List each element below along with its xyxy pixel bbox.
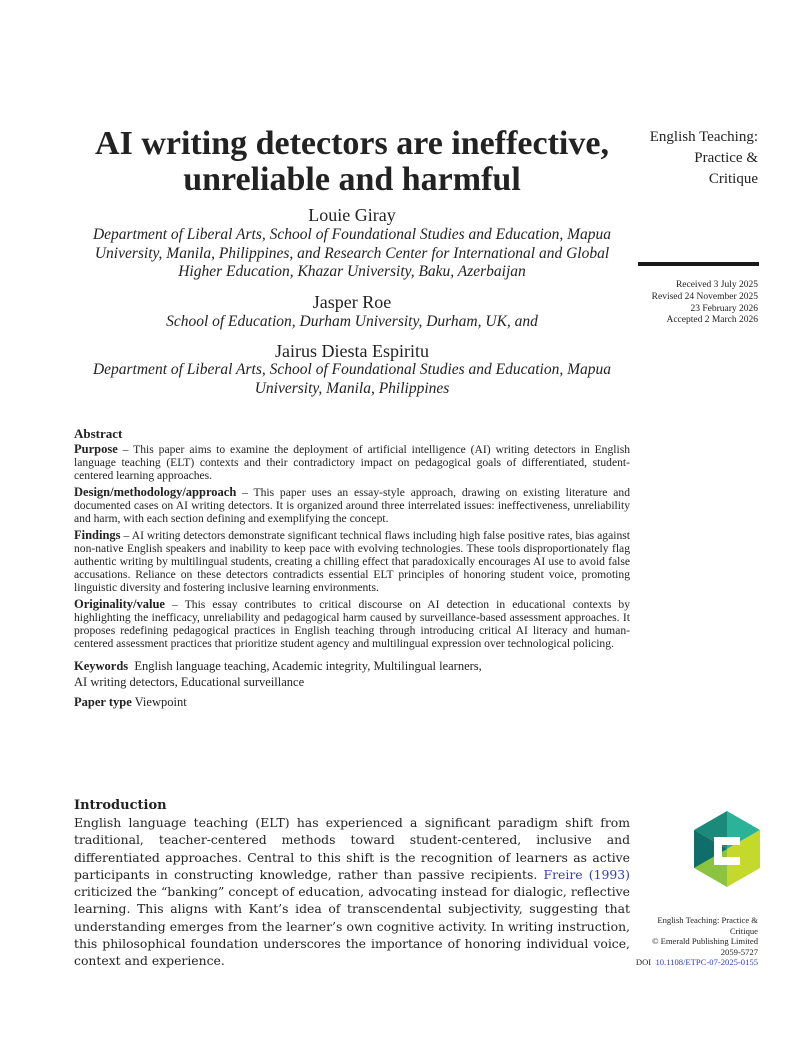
author-name: Jasper Roe <box>312 292 392 312</box>
journal-name-line: Practice & <box>694 150 758 166</box>
journal-name-line: Critique <box>708 171 758 187</box>
citation-link[interactable]: Freire (1993) <box>543 866 630 882</box>
abstract <box>74 427 630 709</box>
footer-journal: English Teaching: Practice & <box>657 915 758 925</box>
intro-text-after: criticized the “banking” concept of education, advocating instead for dialogic, reflective learning. This aligns with Kant’s idea of transcendental subjectivity, suggesting that understanding emerges from the learner’s own cognitive activity. In writing instruction, this philosophical foundation underscores the importance of honoring individual voice, context and experience. <box>74 884 630 969</box>
history-revised-2: 23 February 2026 <box>690 303 758 314</box>
intro-text-before: English language teaching (ELT) has experienced a significant paradigm shift from traditional, teacher-centered methods toward student-centered, inclusive and differentiated approaches. Central to this shift is the recognition of learners as active participants in constructing knowledge, rather than passive recipients. <box>74 815 630 882</box>
author-affiliation: Department of Liberal Arts, School of Foundational Studies and Education, Mapua University, Manila, Philippines <box>92 361 612 397</box>
abstract-design: Design/methodology/approach – This paper uses an essay-style approach, drawing on existing literature and documented cases on AI writing detectors. It is organized around three interrelated issues: ineffectiveness, unreliability and harm, with each section defining and exemplifying the concept. <box>74 485 630 525</box>
design-text: This paper uses an essay-style approach, drawing on existing literature and documented cases on AI writing detectors. It is organized around three interrelated issues: ineffectiveness, unreliability and harm, with each section defining and exemplifying the concept. <box>74 486 630 525</box>
paper-type-value: Viewpoint <box>134 695 187 709</box>
emerald-logo-icon <box>694 811 760 887</box>
history-revised: Revised 24 November 2025 <box>651 291 758 302</box>
author-name: Jairus Diesta Espiritu <box>275 341 429 361</box>
abstract-originality: Originality/value – This essay contributes to critical discourse on AI detection in educational contexts by highlighting the inefficacy, unreliability and pedagogical harm caused by surveillance-based assessment approaches. It proposes redefining pedagogical practices in English teaching through introducing critical AI literacy and human-centered assessment practices that prioritize student agency and multilingual expression over technological policing. <box>74 597 631 650</box>
footer-issn: 2059-5727 <box>720 946 758 957</box>
paper-type <box>74 696 630 709</box>
footer-journal: Critique <box>729 925 758 936</box>
paper-type-label: Paper type <box>74 695 132 709</box>
purpose-text: This paper aims to examine the deployment of artificial intelligence (AI) writing detectors in English language teaching (ELT) contexts and their contradictory impact on pedagogical goals of differentiated, student-centered learning approaches. <box>74 443 630 482</box>
originality-text: This essay contributes to critical discourse on AI detection in educational contexts by highlighting the inefficacy, unreliability and pedagogical harm caused by surveillance-based assessment approaches. It proposes redefining pedagogical practices in English teaching through introducing critical AI literacy and human-centered assessment practices that prioritize student agency and multilingual expression over technological policing. <box>74 598 631 650</box>
abstract-heading: Abstract <box>74 426 123 441</box>
history-received: Received 3 July 2025 <box>675 280 758 290</box>
divider <box>638 262 759 266</box>
abstract-purpose: Purpose – This paper aims to examine the deployment of artificial intelligence (AI) writing detectors in English language teaching (ELT) contexts and their contradictory impact on pedagogical goals of differentiated, student-centered learning approaches. <box>74 442 630 482</box>
abstract-findings: Findings – AI writing detectors demonstrate significant technical flaws including high false positive rates, bias against non-native English speakers and inability to keep pace with evolving technologies. These tools disproportionately flag authentic writing by multilingual students, creating a chilling effect that paradoxically encourages AI use to avoid false accusations. Reliance on these detectors contradicts essential ELT principles of honoring student voice, promoting linguistic diversity and fostering inclusive learning environments. <box>74 528 630 594</box>
introduction-heading: Introduction <box>74 798 167 813</box>
author-name: Louie Giray <box>308 205 396 225</box>
keywords-label: Keywords <box>74 659 129 673</box>
article-history <box>598 280 758 327</box>
purpose-label: Purpose <box>74 442 118 456</box>
keywords <box>74 658 630 690</box>
doi-label: DOI <box>635 957 652 967</box>
findings-label: Findings <box>74 528 121 542</box>
originality-label: Originality/value <box>74 597 165 611</box>
author-affiliation: Department of Liberal Arts, School of Foundational Studies and Education, Mapua University, Manila, Philippines, and Research Center for International and Global Higher Education, Khazar University, Baku, Azerbaijan <box>92 226 612 280</box>
footer-doi <box>608 957 758 968</box>
history-accepted: Accepted 2 March 2026 <box>666 315 758 326</box>
introduction-text <box>74 814 630 970</box>
keywords-line-2: AI writing detectors, Educational surveillance <box>74 675 305 689</box>
doi-link[interactable]: 10.1108/ETPC-07-2025-0155 <box>655 957 758 967</box>
findings-text: AI writing detectors demonstrate significant technical flaws including high false positive rates, bias against non-native English speakers and inability to keep pace with evolving technologies. These tools disproportionately flag authentic writing by multilingual students, creating a chilling effect that paradoxically encourages AI use to avoid false accusations. Reliance on these detectors contradicts essential ELT principles of honoring student voice, promoting linguistic diversity and fostering inclusive learning environments. <box>74 529 630 594</box>
keywords-line-1: English language teaching, Academic integrity, Multilingual learners, <box>134 659 482 673</box>
footer-copyright: © Emerald Publishing Limited <box>651 936 758 946</box>
author-affiliation: School of Education, Durham University, Durham, UK, and <box>166 313 538 330</box>
design-label: Design/methodology/approach <box>74 485 237 499</box>
publication-info <box>608 915 758 968</box>
paper-title: AI writing detectors are ineffective, unreliable and harmful <box>95 125 609 198</box>
introduction-section <box>74 797 630 970</box>
journal-name-line: English Teaching: <box>649 129 758 145</box>
journal-name <box>618 127 758 190</box>
